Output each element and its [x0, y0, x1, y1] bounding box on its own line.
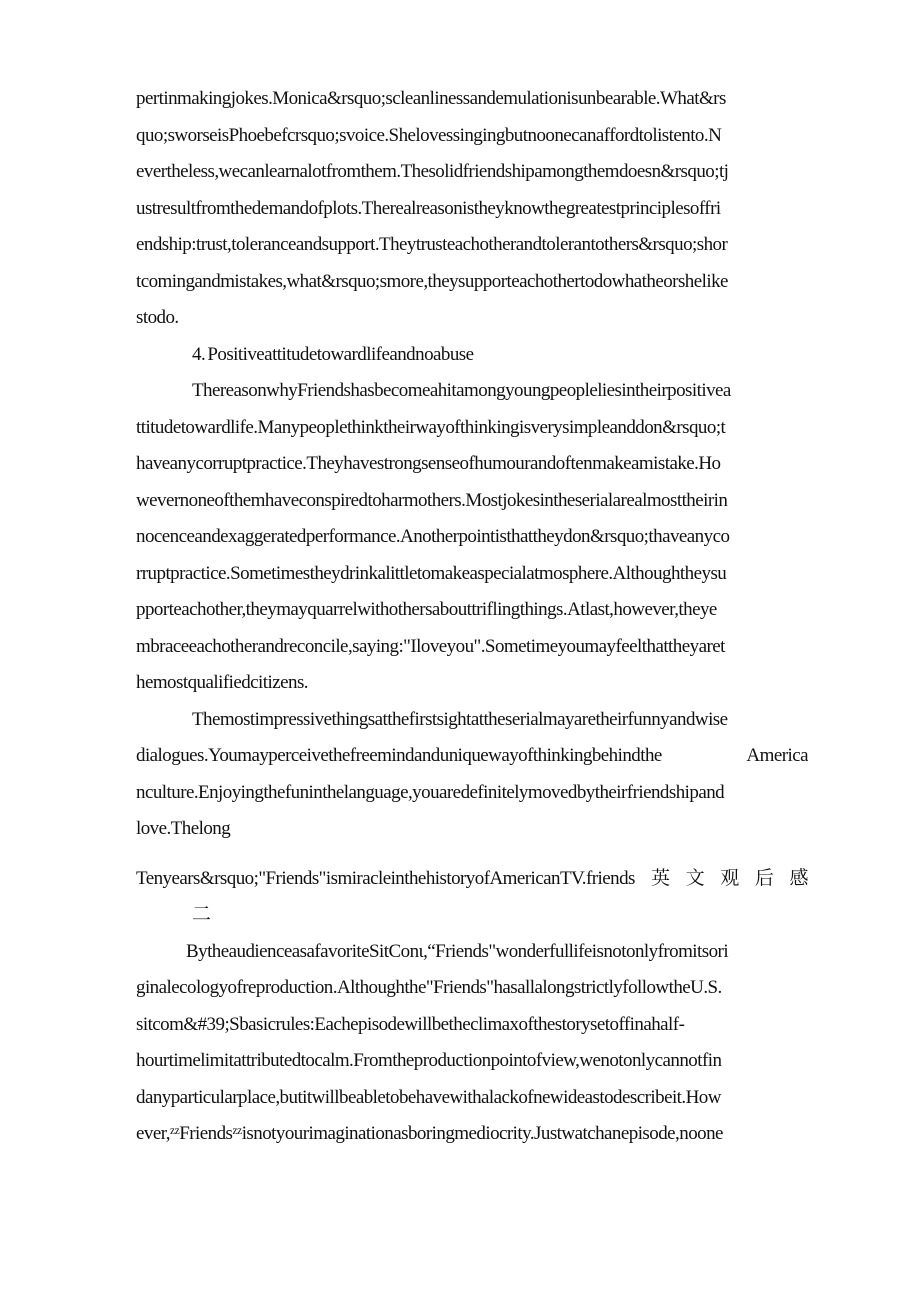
text-line: ever,ᶻᶻFriendsᶻᶻisnotyourimaginationasboringmediocrity.Justwatchanepisode,noone	[136, 1123, 723, 1144]
text-line: hemostqualifiedcitizens.	[136, 672, 308, 693]
text-line: dialogues.Youmayperceivethefreemindanduniquewayofthinkingbehindthe America	[136, 745, 808, 766]
text-line: nocenceandexaggeratedperformance.Anotherpointisthattheydon&rsquo;thaveanyco	[136, 526, 730, 547]
text-line: pertinmakingjokes.Monica&rsquo;scleanlinessandemulationisunbearable.What&rs	[136, 88, 726, 109]
text-line: sitcom&#39;Sbasicrules:Eachepisodewillbetheclimaxofthestorysetoffinahalf-	[136, 1014, 685, 1035]
text-line: ThereasonwhyFriendshasbecomeahitamongyoungpeopleliesintheirpositivea	[192, 380, 731, 401]
text-line: evertheless,wecanlearnalotfromthem.Thesolidfriendshipamongthemdoesn&rsquo;tj	[136, 161, 729, 182]
text-line: hourtimelimitattributedtocalm.Fromtheproductionpointofview,wenotonlycannotfin	[136, 1050, 722, 1071]
text-line: rruptpractice.Sometimestheydrinkalittletomakeaspecialatmosphere.Althoughtheysu	[136, 563, 727, 584]
text-line: ttitudetowardlife.Manypeoplethinktheirwayofthinkingisverysimpleanddon&rsquo;t	[136, 417, 726, 438]
text-line: mbraceeachotherandreconcile,saying:"Iloveyou".Sometimeyoumayfeelthattheyaret	[136, 636, 725, 657]
text-line: danyparticularplace,butitwillbeabletobehavewithalackofnewideastodescribeit.How	[136, 1087, 721, 1108]
text-line: haveanycorruptpractice.Theyhavestrongsenseofhumourandoftenmakeamistake.Ho	[136, 453, 721, 474]
text-line: stodo.	[136, 307, 179, 328]
text-line: pporteachother,theymayquarrelwithothersabouttriflingthings.Atlast,however,theye	[136, 599, 717, 620]
text-line: tcomingandmistakes,what&rsquo;smore,theysupporteachothertodowhatheorshelike	[136, 271, 728, 292]
text-line: BytheaudienceasafavoriteSitConι,“Friends"wonderfullifeisnotonlyfromitsori	[186, 941, 729, 962]
article-title-line: Tenyears&rsquo;"Friends"ismiracleinthehistoryofAmericanTV.friends英文观后感	[136, 868, 808, 889]
section-heading: 4. Positiveattitudetowardlifeandnoabuse	[192, 344, 474, 365]
text-line: love.Thelong	[136, 818, 231, 839]
text-line: ustresultfromthedemandofplots.Therealreasonistheyknowthegreatestprinciplesoffri	[136, 198, 721, 219]
text-line: quo;sworseisPhoebefcrsquo;svoice.Shelovessingingbutnoonecanaffordtolistento.N	[136, 125, 722, 146]
text-line: endship:trust,toleranceandsupport.Theytrusteachotherandtolerantothers&rsquo;shor	[136, 234, 728, 255]
text-line: wevernoneofthemhaveconspiredtoharmothers.Mostjokesintheserialarealmosttheirin	[136, 490, 728, 511]
text-line: Themostimpressivethingsatthefirstsightattheserialmayaretheirfunnyandwise	[192, 709, 728, 730]
text-line: ginalecologyofreproduction.Althoughthe"Friends"hasallalongstrictlyfollowtheU.S.	[136, 977, 722, 998]
article-title-line: 二	[192, 904, 211, 925]
text-line: nculture.Enjoyingthefuninthelanguage,youaredefinitelymovedbytheirfriendshipand	[136, 782, 725, 803]
